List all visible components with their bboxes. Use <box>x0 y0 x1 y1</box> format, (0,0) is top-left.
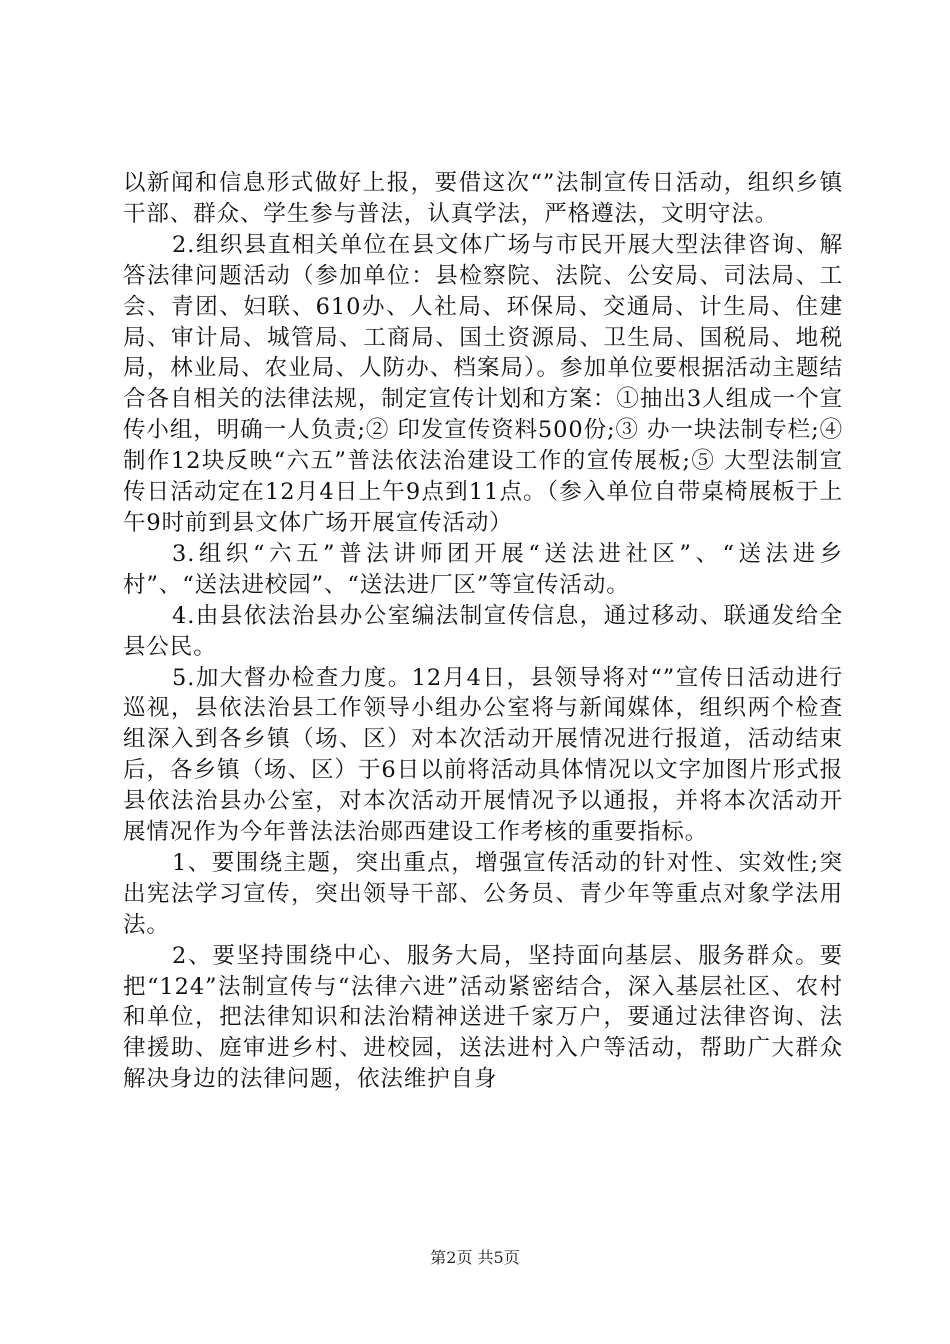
paragraph: 1、要围绕主题，突出重点，增强宣传活动的针对性、实效性;突出宪法学习宣传，突出领导干部、公务员、青少年等重点对象学法用法。 <box>123 849 843 938</box>
paragraph: 5.加大督办检查力度。12月4日，县领导将对“”宣传日活动进行巡视，县依法治县工作领导小组办公室将与新闻媒体，组织两个检查组深入到各乡镇（场、区）对本次活动开展情况进行报道，活动结束后，各乡镇（场、区）于6日以前将活动具体情况以文字加图片形式报县依法治县办公室，对本次活动开展情况予以通报，并将本次活动开展情况作为今年普法法治郧西建设工作考核的重要指标。 <box>123 664 843 846</box>
paragraph: 2、要坚持围绕中心、服务大局，坚持面向基层、服务群众。要把“124”法制宣传与“法律六进”活动紧密结合，深入基层社区、农村和单位，把法律知识和法治精神送进千家万户，要通过法律咨询、法律援助、庭审进乡村、进校园，送法进村入户等活动，帮助广大群众解决身边的法律问题，依法维护自身 <box>123 942 843 1093</box>
page-footer: 第2页 共5页 <box>430 1248 520 1267</box>
paragraph: 2.组织县直相关单位在县文体广场与市民开展大型法律咨询、解答法律问题活动（参加单位：县检察院、法院、公安局、司法局、工会、青团、妇联、610办、人社局、环保局、交通局、计生局、住建局、审计局、城管局、工商局、国土资源局、卫生局、国税局、地税局，林业局、农业局、人防办、档案局）。参加单位要根据活动主题结合各自相关的法律法规，制定宣传计划和方案：①抽出3人组成一个宣传小组，明确一人负责;② 印发宣传资料500份;③ 办一块法制专栏;④ 制作12块反映“六五”普法依法治建设工作的宣传展板;⑤ 大型法制宣传日活动定在12月4日上午9点到11点。（参入单位自带桌椅展板于上午9时前到县文体广场开展宣传活动） <box>123 231 843 536</box>
paragraph: 以新闻和信息形式做好上报，要借这次“”法制宣传日活动，组织乡镇干部、群众、学生参与普法，认真学法，严格遵法，文明守法。 <box>123 170 843 227</box>
document-body <box>123 168 843 1095</box>
paragraph: 4.由县依法治县办公室编法制宣传信息，通过移动、联通发给全县公民。 <box>123 602 843 660</box>
paragraph: 3.组织“六五”普法讲师团开展“送法进社区”、“送法进乡村”、“送法进校园”、“送法进厂区”等宣传活动。 <box>123 540 843 598</box>
